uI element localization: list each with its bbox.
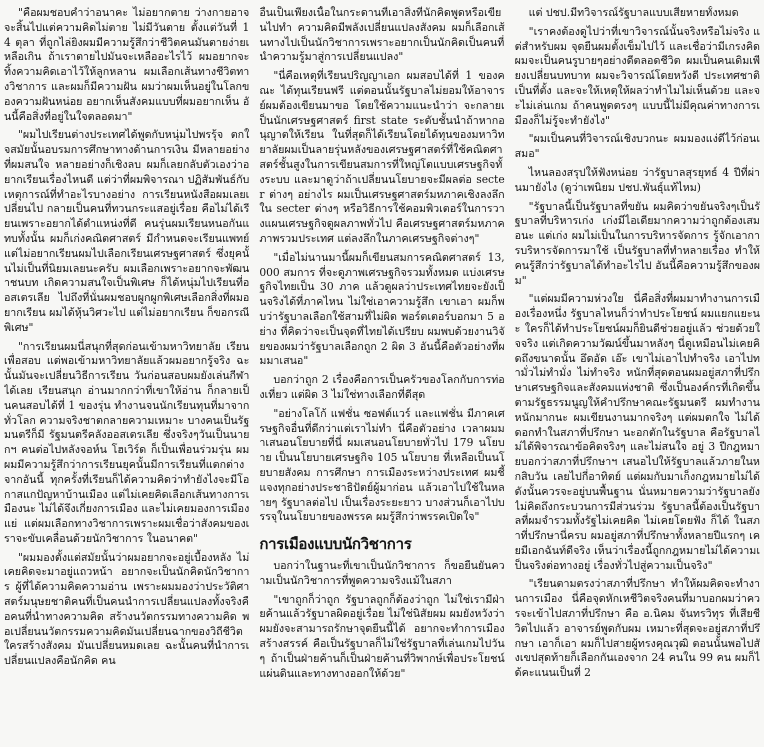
article-paragraph: "เรียนตามตรงว่าสภาที่ปรึกษา ทำให้ผมคิดจะทำงานการเมือง นี่คือจุดหักเหชีวิตจริงคนที่มาบอกผมว่าควรจะเข้าไปสภาที่ปรึกษา คือ อ.นิคม จันทรวิทุร ที่เสียชีวิตไปแล้ว อาจารย์พูดกับผม เหมาะที่สุดจะอยู่สภาที่ปรึกษา เอาก็เอา ผมก็ไปสายผู้ทรงคุณวุฒิ ตอนนั้นพอไปสังเขปสุดท้ายก็เลือกกันเองจาก 24 คนใน 99 คน ผมก็ได้คะแนนเป็นที่ 2 [514,577,760,680]
article-paragraph: "ผมมองตั้งแต่สมัยนั้นว่าผมอยากจะอยู่เบื้องหลัง ไม่เคยคิดจะมาอยู่แถวหน้า อยากจะเป็นนักคิดนักวิชาการ ผู้ที่ได้ความคิดความอ่าน เพราะผมมองว่าประวัติศาสตร์มนุษยชาติคนที่เป็นคนนำการเปลี่ยนแปลงทั้งจริงคือคนที่นำทางความคิด สร้างนวัตกรรมทางความคิด พอเปลี่ยนนวัตกรรมความคิดมันเปลี่ยนฉากของวิถีชีวิต ใครสร้างสังคม มันเปลี่ยนหมดเลย ฉะนั้นคนที่นำการเปลี่ยนแปลงคือนักคิด คน [4,550,250,668]
article-column-2 [259,6,504,744]
article-paragraph: อื่นเป็นเพียงเนื้อในกระดานที่เอาสิ่งที่นักคิดพูดหรือเขียนไปทำ ความคิดมีพลังเปลี่ยนแปลงสังคม ผมก็เลือกเส้นทางไปเป็นนักวิชาการเพราะอยากเป็นนักคิดเป็นคนที่นำความรู้มาสู่การเปลี่ยนแปลง" [259,6,505,64]
article-paragraph: "ผมไปเรียนต่างประเทศได้พูดกับหนุ่มไปพรรุ้จ ตกใจสมัยนั้นอบรมการศึกษาทางด้านการเงิน มีหลายอย่างที่ผมสนใจ หลายอย่างก็เชิงลบ ผมก็เลยกลับตัวเองว่าอยากเรียนเรื่องไหนดี แต่ว่าที่ผมพิจารณา ปฏิสัมพันธ์กับเหตุการณ์ที่ทำอะไรบางอย่าง การเรียนหนังสือผมเลยเปลี่ยนไป กลายเป็นคนที่ทวนกระแสอยู่เรื่อย คือไม่ได้เรียนเพราะอยากได้ตำแหน่งที่ดี คนรุ่นผมเรียนหนอกันแทบทั้งนั้น ผมก็เก่งคณิตศาสตร์ มีกำหนดจะเรียนแพทย์ แต่ไม่อยากเรียนผมไปเลือกเรียนเศรษฐศาสตร์ ซึ่งยุคนั้นไม่เป็นที่นิยมเลยนะครับ ผมเลือกเพราะอยากจะพัฒนาชนบท เกิดความสนใจเป็นพิเศษ ก็ได้หนุ่มไปเรียนที่ออสเตรเลีย ไปถึงที่นั่นผมชอบผูกผูกพิเศษเลือกสิ่งที่ผมอยากเรียน ผมได้หุ้นวิศวะไป แต่ไม่อยากเรียน ก็ขอกรณีพิเศษ" [4,128,250,334]
article-paragraph: บอกว่าในฐานะที่เขาเป็นนักวิชาการ ก็ขอยืนยันความเป็นนักวิชาการที่พูดความจริงแม้ในสภา [259,559,505,587]
article-column-1 [4,6,249,744]
article-paragraph: "การเรียนผมนี่สนุกที่สุดก่อนเข้ามหาวิทยาลัย เรียนเพื่อสอบ แต่พอเข้ามหาวิทยาลัยแล้วผมอยากรู้จริง ฉะนั้นมันจะเปลี่ยนวิธีการเรียน วันก่อนสอบผมยังเล่นกีฬาได้เลย เรียนสนุก อ่านมากกว่าที่เขาให้อ่าน ก็กลายเป็นคนสอบได้ที่ 1 ของรุ่น ทำงานจนนักเรียนทุนที่มาจากทั่วโลก ความจริงชาตกลายความเหมาะ บางคนเป็นรัฐมนตรีก็มี รัฐมนตรีคลังออสเตรเลีย ซึ่งจริงๆวันเป็นนายกฯ คนต่อไปหลังจอห์น โฮเวิร์ด ก็เป็นเพื่อนร่วมรุ่น ผม ผมมีความรู้สึกว่าการเรียนยุคนั้นมีการเรียนที่แตกต่างจากอันนี้ ทุกครั้งที่เรียนก็ได้ความคิดว่าทำยังไงจะมีโอกาสแกปัญหาบ้านเมือง แต่ไม่เคยคิดเลือกเส้นทางการเมืองนะ ไม่ได้จึงเกี่ยงการเมือง และไม่เคยมองการเมืองแย่ แต่ผมเลือกทางวิชาการเพราะผมเชื่อว่าสังคมของเราจะขับเคลื่อนด้วยนักวิชาการ ในอนาคต" [4,339,250,545]
article-column-3 [515,6,760,744]
article-paragraph: "เขาถูกก็ว่าถูก รัฐบาลถูกก็ต้องว่าถูก ไม่ใช่เรามีฝ่ายค้านแล้วรัฐบาลผิดอยู่เรื่อย ไม่ใช่นิสัยผม ผมยังหวังว่าผมยังจะสามารถรักษาจุดยืนนี้ได้ อยากจะทำการเมืองสร้างสรรค์ คือเป็นรัฐบาลก็ไม่ใช่รัฐบาลที่เล่นเกมไปวันๆ ถ้าเป็นฝ่ายค้านก็เป็นฝ่ายค้านที่วิพากษ์เพื่อประโยชน์แผ่นดินและทางทางออกให้ด้วย" [259,592,505,680]
article-paragraph: "ผมเป็นคนที่วิจารณ์เชิงบวกนะ ผมมองแง่ดีไว้ก่อนเสมอ" [514,132,760,161]
article-paragraph: ไหนลองสรุปให้ฟังหน่อย ว่ารัฐบาลสุรยุทธ์ 4 ปีที่ผ่านมายังไง (ดูว่าเพนิยม ปชป.พันธุ์แท้ไหม) [514,165,760,194]
article-paragraph: "รัฐบาลนี้เป็นรัฐบาลที่ขยัน ผมคิดว่าขยันจริงๆเป็นรัฐบาลที่บริหารเก่ง เก่งมีไอเดียมากความว่าถูกต้องเสมอนะ แต่เก่ง ผมไม่เป็นในการบริหารจัดการ รู้จักเอาการบริหารจัดการมาใช้ เป็นรัฐบาลที่ทำหลายเรื่อง ทำให้คนรู้สึกว่ารัฐบาลได้ทำอะไรไป อันนี้คือความรู้สึกของผม" [514,199,760,287]
article-paragraph: บอกว่าถูก 2 เรื่องคือการเป็นครัวของโลกกับการท่องเที่ยว แต่ผิด 3 ไม่ใช่ทางเลือกที่ดีสุด [259,373,505,401]
article-paragraph: "อย่างโลโก้ แฟชั่น ซอฟต์แวร์ และแฟชั่น มีภาคเศรษฐกิจอื่นที่ดีกว่าแต่เราไม่ทำ นี่คือตัวอย่าง เวลาผมมาเสนอนโยบายที่นี่ ผมเสนอนโยบายทั่วไป 179 นโยบาย เป็นนโยบายเศรษฐกิจ 105 นโยบาย ที่เหลือเป็นนโยบายสังคม การศึกษา การเมืองระหว่างประเทศ ผมชี้แจงทุกอย่างประชาธิปัตย์ผู้มาก่อน แล้วเอาไปใช้ในหลายๆ รัฐบาลต่อไป เป็นเรื่องระยะยาว บางส่วนก็เอาไปบรรจุในนโยบายของพรรค ผมรู้สึกว่าพรรคเปิดใจ" [259,406,505,524]
article-paragraph: แต่ ปชป.มีทวิจารณ์รัฐบาลแบบเสียหายทั้งหมด [528,6,739,19]
article-paragraph: "คือผมชอบคำว่าอนาคะ ไม่อยากตาย ว่างกายอาจจะสิ้นไปแต่ความคิดไม่ตาย ไม่มีวันตาย ตั้งแต่วันที่ 14 ตุลา ที่ถูกไล่ยิงผมมีความรู้สึกว่าชีวิตคนมันตายง่ายเหลือเกิน ถ้าเราตายไปมันจะเหลืออะไรไว้ ผมอยากจะทิ้งความคิดเอาไว้ให้ลูกหลาน ผมเลือกเส้นทางชีวิตทางวิชาการ และผมก็มีความฝัน ผมว่าผมเห็นอยู่ในโลกของความฝันหน่อย อยากเห็นสังคมแบบที่ผมอยากเห็น อันนี้คือสิ่งที่อยู่ในใจตลอดมา" [4,6,250,123]
section-heading: การเมืองแบบนักวิชาการ [259,535,412,554]
article-paragraph: "นี่คือเหตุที่เรียนปริญญาเอก ผมสอบได้ที่ 1 ของคณะ ได้ทุนเรียนฟรี แต่ตอนนั้นรัฐบาลไม่ยอมให้อาจารย์ผมต้องเขียนมาขอ โดยใช้ความแนะนำว่า จะกลายเป็นนักเศรษฐศาสตร์ first state ระดับชั้นนำถ้าหากอนุญาตให้เรียน ในที่สุดก็ได้เรียนโดยได้ทุนของมหาวิทยาลัยผมเป็นลายรุ่นหลังของเศรษฐศาสตร์ที่ใช้คณิตศาสตร์ชั้นสูงในการเขียนสมการที่ใหญ่โตแบบเศรษฐกิจทั้งระบบ และมาดูว่าถ้าเปลี่ยนนโยบายจะมีผลต่อ secter ต่างๆ อย่างไร ผมเป็นเศรษฐศาสตร์มหภาคเชิงลงลึกใน secter ต่างๆ หรือวิธีการใช้คอมพิวเตอร์ในการวางแผนเศรษฐกิจดูผลภาพทั่วไป คือเศรษฐศาสตร์มหภาคภาพรวมประเทศ แต่ลงลึกในภาคเศรษฐกิจต่างๆ" [259,69,505,245]
article-paragraph: "เราคงต้องดูไปว่าที่เขาวิจารณ์นั้นจริงหรือไม่จริง แต่สำหรับผม จุดยืนผมตั้งเข็มไปไว้ และเชื่อว่ามีเกรงคิดผมจะเป็นคนรูบายๆอย่างดีตลอดชีวิต ผมเป็นคนเดิมเพียงเปลี่ยนบทบาท ผมจะวิจารณ์โดยหวังดี ประเทศชาติเป็นที่ตั้ง และจะให้เหตุให้ผลว่าทำไมไม่เห็นด้วย และจะไม่เล่นเกม ถ้าคนพูดตรงๆ แบบนี้ไม่มีคุณค่าทางการเมืองก็ไม่รู้จะทำยังไง" [514,24,760,127]
article-paragraph: "แต่ผมมีความห่วงใย นี่คือสิ่งที่ผมมาทำงานการเมืองเรื่องหนึ่ง รัฐบาลไหนก็ว่าทำประโยชน์ ผมแยกแยะนะ ใครก็ได้ทำประโยชน์ผมก็ยินดีช่วยอยู่แล้ว ช่วยด้วยใจจริง แต่เกิดความวัฒน์ขึ้นมาหลังๆ นี่ดูเหมือนไม่เคยคิดถึงขนาดนั้น อึดอัด เอ๊ะ เขาไม่เอาไปทำจริง เอาไปทำมั่วไม่ทำมั่ง ไม่ทำจริง หนักที่สุดตอนผมอยู่สภาที่ปรึกษาเศรษฐกิจและสังคมแห่งชาติ ซึ่งเป็นองค์กรที่เกิดขึ้นตามรัฐธรรมนูญให้คำปรึกษาคณะรัฐมนตรี ผมทำงานหนักมากนะ ผมเขียนงานมากจริงๆ แต่ผมตกใจ ไม่ได้ดอกทำในสภาที่ปรึกษา นะอกตักในรัฐบาล คือรัฐบาลไม่ได้พิจารณาข้อคิดจริงๆ และไม่สนใจ อยู่ 3 ปีกฎหมายบอกว่าสภาที่ปรึกษาฯ เสนอไปให้รัฐบาลแล้วภายในหกสิบวัน เลยไปกี่อาทิตย์ แต่ผมกับมาเก็งกฎหมายไม่ได้ดังนั้นควรจะอยู่บนพื้นฐาน นั่นหมายความว่ารัฐบาลยังไม่คิดถึงกระบวนการมีส่วนร่วม รัฐบาลนี้ต้องเป็นรัฐบาลที่ผมจำรวมทั้งรัฐไม่เคยคิด ไม่เคยโดยฟัง ก็ได้ ในสภาที่ปรึกษานี่ครบ ผมอยู่สภาที่ปรึกษาทั้งหลายปีแรกๆ เคยมีเอกฉันท์ดีจริง เห็นว่าเรื่องนี้ถูกกฎหมายไม่ได้ความเป็นจริงต่อทางอยู่ เรื่องทั่วไปสู่ความเป็นจริง" [514,292,760,572]
article-paragraph: "เมื่อไม่นานมานี้ผมก็เขียนสมการคณิตศาสตร์ 13,000 สมการ ที่จะดูภาพเศรษฐกิจรวมทั้งหมด แบ่งเศรษฐกิจไทยเป็น 30 ภาค แล้วดูผลว่าประเทศไทยจะยังเป็นจริงได้ที่ภาคไหน ไม่ใช่เอาความรู้สึก เขาเอา ผมก็พบว่ารัฐบาลเลือกใช้สามที่ไม่ผิด พอร์ตเตอร์บอกมา 5 อย่าง ที่คิดว่าจะเป็นจุดที่ไทยได้เปรียบ ผมพบด้วยงานวิจัยของผมว่ารัฐบาลเลือกถูก 2 ผิด 3 อันนี้คือตัวอย่างที่ผมมาเสนอ" [259,250,505,368]
